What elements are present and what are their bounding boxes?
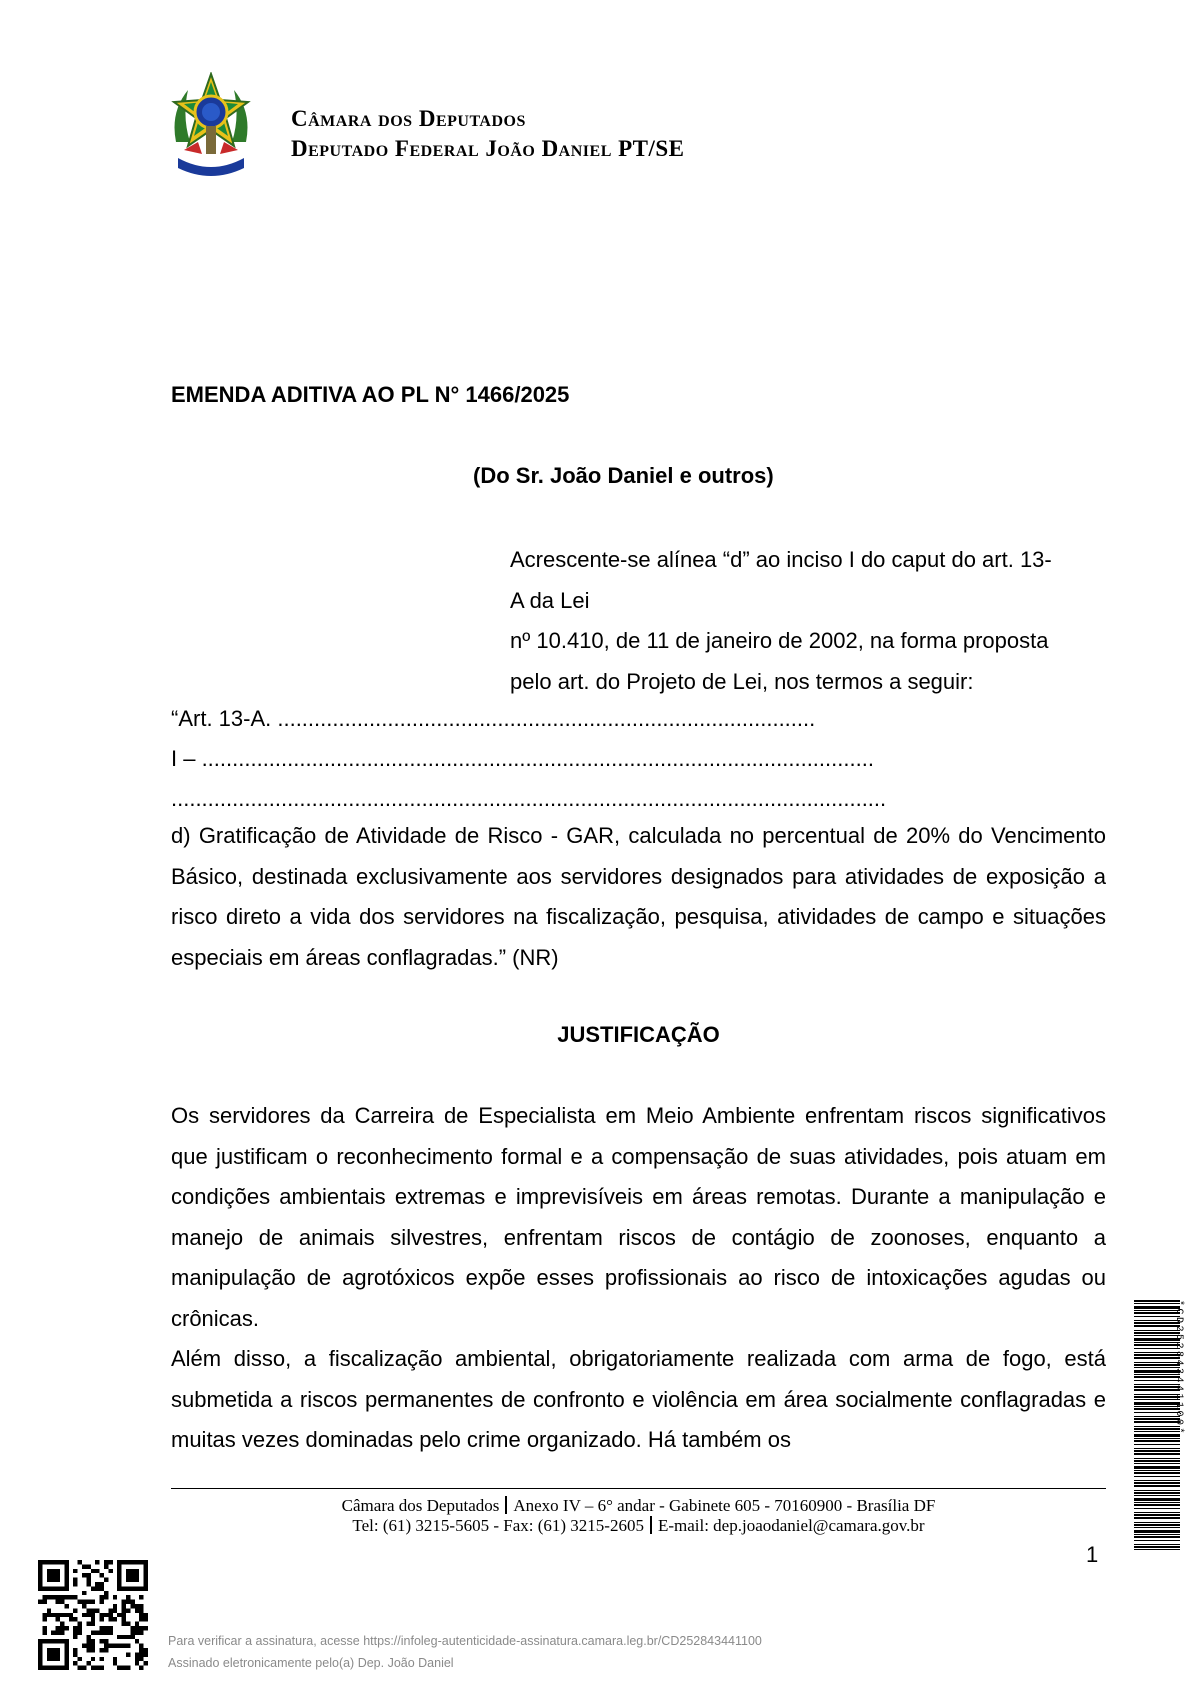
footer-contact [171,1516,1106,1536]
signature-verification-link[interactable]: Para verificar a assinatura, acesse https://infoleg-autenticidade-assinatura.camara.leg.br/CD252843441100 [168,1634,762,1648]
article-line: “Art. 13-A. ........................................................................................ [171,706,816,731]
ellipsis-line: ..................................................................................................................... [171,786,887,811]
justification-text-1: Os servidores da Carreira de Especialista em Meio Ambiente enfrentam riscos significativos que justificam o reconhecimento formal e a compensação de suas atividades, pois atuam em condições ambientais extremas e imprevisíveis em áreas remotas. Durante a manipulação e manejo de animais silvestres, enfrentam riscos de contágio de zoonoses, enquanto a manipulação de agrotóxicos expõe esses profissionais ao risco de intoxicações agudas ou crônicas. [171,1103,1106,1331]
justification-paragraph-2 [171,1339,1106,1461]
ementa-line: nº 10.410, de 11 de janeiro de 2002, na forma proposta [510,628,1049,653]
electronic-signature-note: Assinado eletronicamente pelo(a) Dep. João Daniel [168,1656,454,1670]
brazil-coat-of-arms-icon [168,72,254,180]
footer-address-part: Anexo IV – 6° andar - Gabinete 605 - 70160900 - Brasília DF [513,1496,936,1515]
page-number: 1 [1086,1542,1099,1567]
barcode-text: *CD252843441100* [1173,1300,1184,1437]
footer-email: E-mail: dep.joaodaniel@camara.gov.br [657,1516,925,1535]
qr-code-icon[interactable] [38,1560,148,1670]
alinea-d-paragraph [171,816,1106,978]
footer-separator [650,1516,652,1534]
ementa [510,540,1106,702]
document-title: EMENDA ADITIVA AO PL N° 1466/2025 [171,382,570,407]
ementa-line: A da Lei [510,587,590,613]
justification-heading: JUSTIFICAÇÃO [557,1022,720,1047]
inciso-line: I – .............................................................................................................. [171,746,874,771]
footer-divider [171,1488,1106,1489]
justification-text-2: Além disso, a fiscalização ambiental, obrigatoriamente realizada com arma de fogo, está submetida a riscos permanentes de confronto e violência em área socialmente conflagradas e muitas vezes dominadas pelo crime organizado. Há também os [171,1346,1106,1452]
footer-address [171,1496,1106,1516]
document-author: (Do Sr. João Daniel e outros) [473,463,774,488]
footer-separator [505,1496,507,1514]
ementa-line: Acrescente-se alínea “d” ao inciso I do caput do art. 13- [510,547,1052,572]
header-chamber-name: Câmara dos Deputados [291,106,526,131]
justification-paragraph-1 [171,1096,1106,1339]
ementa-line: pelo art. do Projeto de Lei, nos termos a seguir: [510,668,974,694]
footer-phone: Tel: (61) 3215-5605 - Fax: (61) 3215-2605 [352,1516,644,1535]
alinea-d-text: d) Gratificação de Atividade de Risco - GAR, calculada no percentual de 20% do Vencimento Básico, destinada exclusivamente aos servidores designados para atividades de exposição a risco direto a vida dos servidores na fiscalização, pesquisa, atividades de campo e situações especiais em áreas conflagradas.” (NR) [171,823,1106,970]
footer-address-part: Câmara dos Deputados [341,1496,500,1515]
header-deputy-name: Deputado Federal João Daniel PT/SE [291,136,685,161]
